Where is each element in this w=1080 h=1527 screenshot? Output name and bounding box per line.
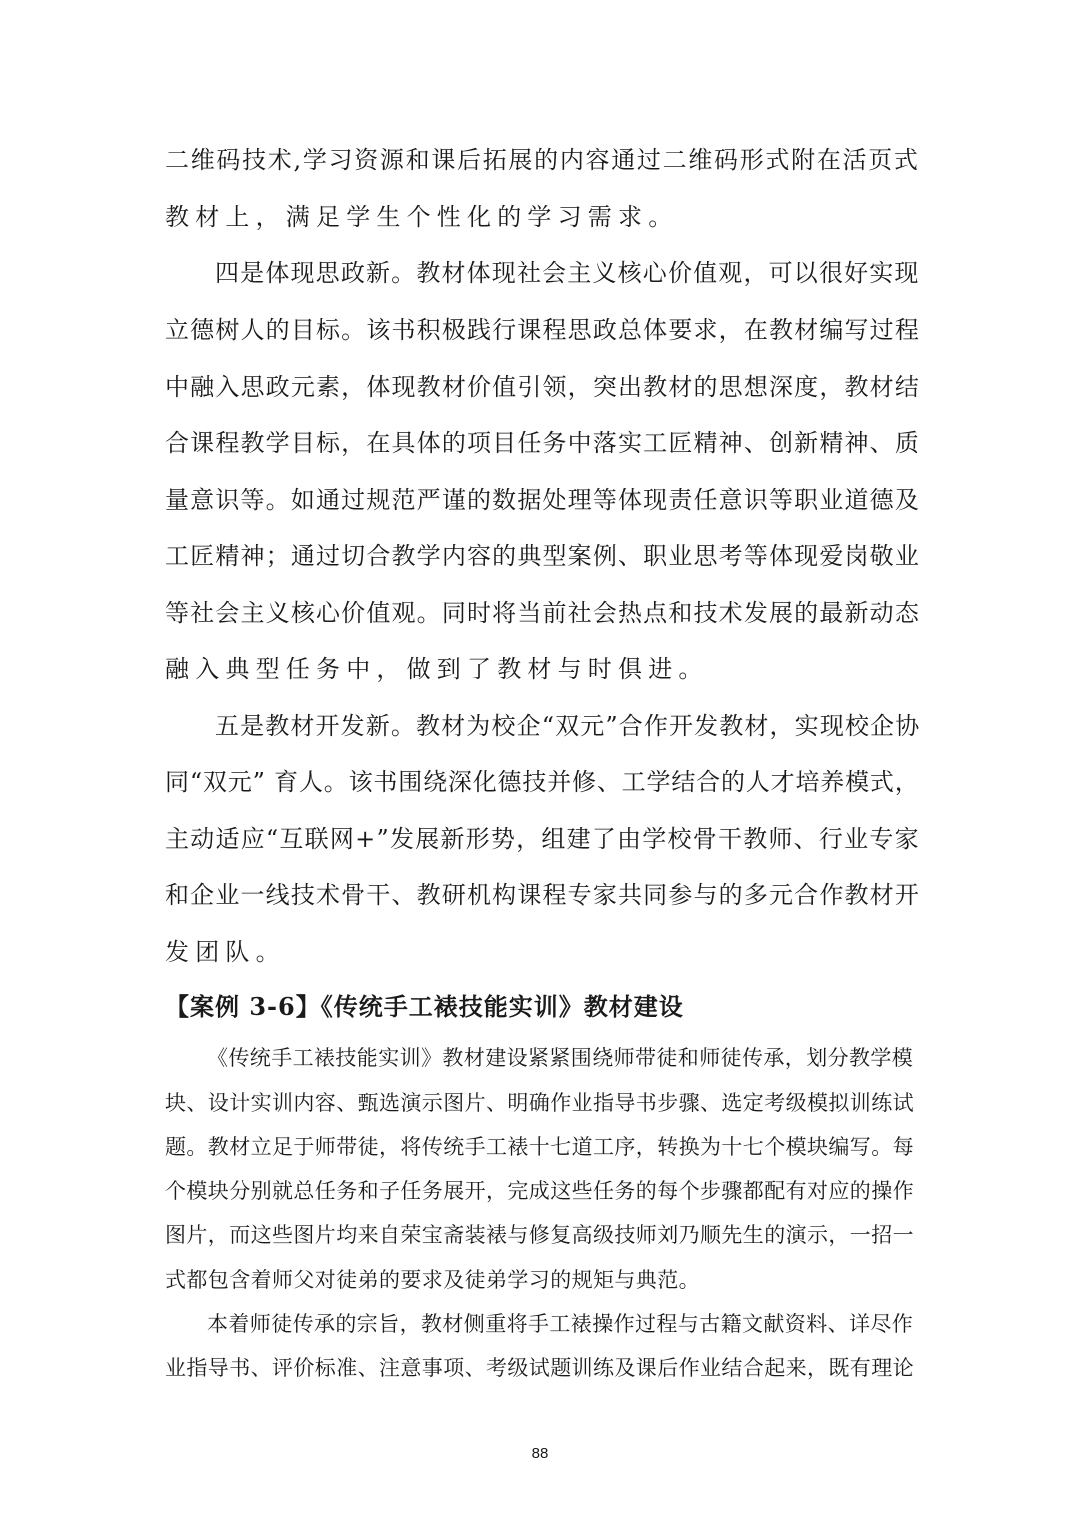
case-line: 块、设计实训内容、甄选演示图片、明确作业指导书步骤、选定考级模拟训练试 — [165, 1091, 914, 1115]
case-line: 图片，而这些图片均来自荣宝斋装裱与修复高级技师刘乃顺先生的演示，一招一 — [165, 1223, 914, 1247]
body-line: 教材上，满足学生个性化的学习需求。 — [165, 203, 679, 231]
body-line: 融入典型任务中，做到了教材与时俱进。 — [165, 655, 709, 683]
body-line: 立德树人的目标。该书积极践行课程思政总体要求，在教材编写过程 — [165, 316, 920, 344]
case-line: 业指导书、评价标准、注意事项、考级试题训练及课后作业结合起来，既有理论 — [165, 1356, 914, 1380]
body-line: 等社会主义核心价值观。同时将当前社会热点和技术发展的最新动态 — [165, 599, 920, 627]
body-line: 同“双元” 育人。该书围绕深化德技并修、工学结合的人才培养模式， — [165, 768, 920, 796]
body-line: 五是教材开发新。教材为校企“双元”合作开发教材，实现校企协 — [215, 712, 921, 740]
body-line: 合课程教学目标，在具体的项目任务中落实工匠精神、创新精神、质 — [165, 429, 920, 457]
case-line: 个模块分别就总任务和子任务展开，完成这些任务的每个步骤都配有对应的操作 — [165, 1179, 914, 1203]
body-line: 和企业一线技术骨干、教研机构课程专家共同参与的多元合作教材开 — [165, 881, 920, 909]
body-line: 中融入思政元素，体现教材价值引领，突出教材的思想深度，教材结 — [165, 373, 920, 401]
body-line: 量意识等。如通过规范严谨的数据处理等体现责任意识等职业道德及 — [165, 486, 920, 514]
body-line: 二维码技术,学习资源和课后拓展的内容通过二维码形式附在活页式 — [165, 146, 920, 174]
body-line: 工匠精神；通过切合教学内容的典型案例、职业思考等体现爱岗敬业 — [165, 542, 920, 570]
body-line: 发团队。 — [165, 938, 286, 966]
case-heading: 【案例 3-6】《传统手工裱技能实训》教材建设 — [165, 992, 684, 1021]
page-number: 88 — [531, 1445, 549, 1462]
case-line: 题。教材立足于师带徒，将传统手工裱十七道工序，转换为十七个模块编写。每 — [165, 1135, 914, 1159]
body-line: 四是体现思政新。教材体现社会主义核心价值观，可以很好实现 — [215, 259, 920, 287]
body-line: 主动适应“互联网+”发展新形势，组建了由学校骨干教师、行业专家 — [165, 825, 920, 853]
case-line: 《传统手工裱技能实训》教材建设紧紧围绕师带徒和师徒传承，划分教学模 — [207, 1046, 914, 1070]
case-line: 本着师徒传承的宗旨，教材侧重将手工裱操作过程与古籍文献资料、详尽作 — [207, 1312, 914, 1336]
case-line: 式都包含着师父对徒弟的要求及徒弟学习的规矩与典范。 — [165, 1268, 700, 1292]
